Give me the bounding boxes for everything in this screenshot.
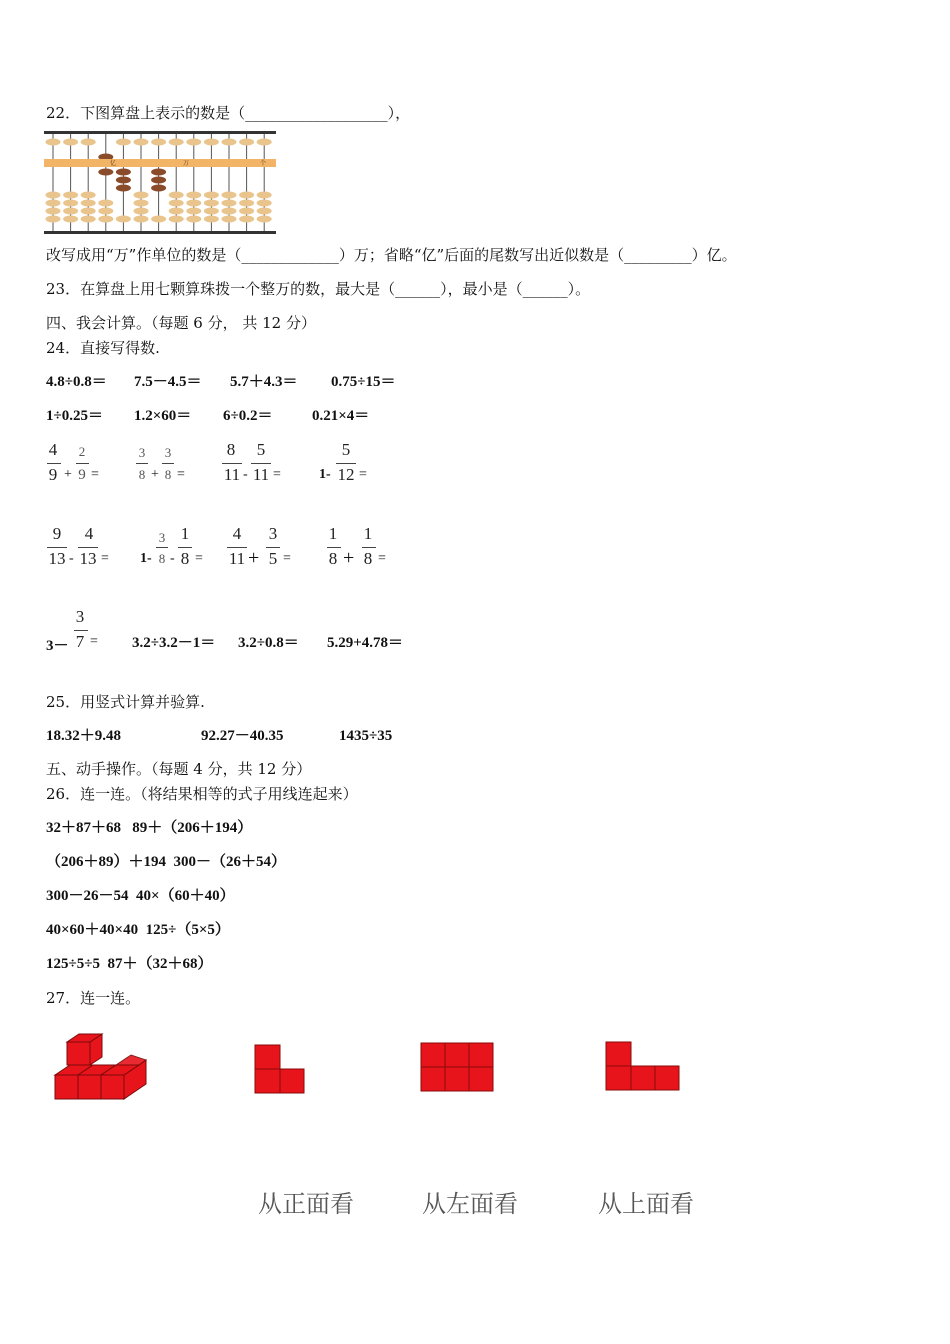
q27-title: 27．连一连。	[46, 989, 141, 1007]
abacus-bead	[257, 139, 272, 146]
q26-left-2: （206＋89）＋194	[46, 854, 167, 870]
abacus-bead	[116, 185, 131, 192]
view-label-left: 从左面看	[422, 1190, 518, 1218]
abacus-bead	[257, 200, 272, 207]
q26-right-3: 40×（60＋40）	[136, 888, 235, 904]
abacus-bead	[151, 177, 166, 184]
abacus-bead	[134, 192, 149, 199]
abacus-bead	[116, 169, 131, 176]
fraction-expr-7: 4 11 + 3 5 =	[228, 524, 291, 569]
abacus-bead	[204, 192, 219, 199]
q26-right-2: 300－（26＋54）	[173, 854, 287, 870]
abacus-bead	[134, 216, 149, 223]
fraction-expr-9: 3－ 3 7 =	[46, 607, 98, 654]
fraction-expr-3: 8 11 - 5 11 =	[223, 440, 281, 484]
q26-title: 26．连一连。（将结果相等的式子用线连起来）	[46, 785, 358, 803]
q26-right-1: 89＋（206＋194）	[132, 820, 253, 836]
q26-left-1: 32＋87＋68	[46, 820, 122, 836]
abacus-bead	[186, 216, 201, 223]
calc-r1-2: 7.5－4.5＝	[134, 374, 202, 390]
view-shape-wide-l	[605, 1041, 681, 1093]
abacus-bead	[81, 208, 96, 215]
q26-right-5: 87＋（32＋68）	[107, 956, 213, 972]
abacus-bead	[63, 216, 78, 223]
abacus-bead	[46, 192, 61, 199]
abacus-bead	[81, 216, 96, 223]
abacus-bead	[169, 139, 184, 146]
abacus-bead	[98, 216, 113, 223]
q26-row-3	[46, 886, 235, 906]
abacus-bead	[257, 216, 272, 223]
abacus-bead	[134, 200, 149, 207]
abacus-bead	[186, 192, 201, 199]
abacus-bead	[81, 192, 96, 199]
section4-heading: 四、我会计算。（每题 6 分， 共 12 分）	[46, 314, 316, 332]
abacus-bead	[204, 200, 219, 207]
q26-row-2	[46, 852, 286, 872]
abacus-bead	[169, 216, 184, 223]
abacus-bead	[63, 208, 78, 215]
view-label-front: 从正面看	[258, 1190, 354, 1218]
calc-r5-3: 3.2÷0.8＝	[238, 635, 299, 651]
abacus-bead	[98, 169, 113, 176]
abacus-bead	[46, 139, 61, 146]
abacus-bead	[151, 139, 166, 146]
view-shape-rect	[420, 1042, 494, 1094]
abacus-bead	[239, 216, 254, 223]
q25-item-2: 92.27－40.35	[201, 728, 284, 744]
q26-left-3: 300－26－54	[46, 888, 129, 904]
abacus-bead	[98, 200, 113, 207]
abacus-bead	[239, 208, 254, 215]
abacus-bead	[257, 192, 272, 199]
view-label-top: 从上面看	[598, 1190, 694, 1218]
abacus-bead	[186, 139, 201, 146]
abacus-bead	[151, 216, 166, 223]
calc-r1-1: 4.8÷0.8＝	[46, 374, 107, 390]
fraction-expr-4: 1- 5 12 =	[319, 440, 367, 484]
calc-r5-4: 5.29+4.78＝	[327, 635, 404, 651]
abacus-bead	[134, 139, 149, 146]
q26-row-1	[46, 818, 252, 838]
q26-right-4: 125÷（5×5）	[145, 922, 230, 938]
fraction-expr-8: 1 8 + 1 8 =	[328, 524, 386, 569]
abacus-bead	[151, 185, 166, 192]
abacus-bead	[46, 216, 61, 223]
calc-r2-1: 1÷0.25＝	[46, 408, 103, 424]
abacus-bead	[81, 200, 96, 207]
fraction-expr-2: 3 8 + 3 8 =	[135, 440, 205, 486]
abacus-image	[44, 131, 276, 235]
abacus-bead	[63, 200, 78, 207]
calc-r1-3: 5.7＋4.3＝	[230, 374, 298, 390]
q22-line2: 改写成用“万”作单位的数是（_____________）万；省略“亿”后面的尾数写出近似数是（_________）亿。	[46, 246, 737, 264]
q25-item-3: 1435÷35	[339, 728, 393, 744]
abacus-bead	[204, 139, 219, 146]
abacus-bead	[186, 200, 201, 207]
q26-left-5: 125÷5÷5	[46, 956, 100, 972]
abacus-bead	[98, 208, 113, 215]
abacus-bead	[63, 139, 78, 146]
abacus-bead	[222, 208, 237, 215]
q25-title: 25．用竖式计算并验算.	[46, 693, 205, 711]
fraction-expr-5: 9 13 - 4 13 =	[48, 524, 109, 568]
abacus-bead	[239, 139, 254, 146]
fraction-expr-6: 1- 3 8 - 1 8 =	[140, 524, 203, 568]
calc-r2-4: 0.21×4＝	[312, 408, 370, 424]
abacus-bead	[222, 200, 237, 207]
calc-r2-3: 6÷0.2＝	[223, 408, 273, 424]
abacus-bead	[204, 216, 219, 223]
abacus-bead	[169, 200, 184, 207]
calc-r2-2: 1.2×60＝	[134, 408, 192, 424]
abacus-bead	[46, 200, 61, 207]
abacus-bead	[222, 216, 237, 223]
abacus-beam	[44, 159, 276, 167]
calc-r1-4: 0.75÷15＝	[331, 374, 396, 390]
q22-line1: 22．下图算盘上表示的数是（___________________），	[46, 104, 411, 122]
abacus-bead	[81, 139, 96, 146]
abacus-bead	[222, 192, 237, 199]
q25-item-1: 18.32＋9.48	[46, 728, 122, 744]
abacus-bead	[46, 208, 61, 215]
abacus-bead	[239, 192, 254, 199]
cube-solid-figure	[50, 1028, 154, 1104]
abacus-bead	[257, 208, 272, 215]
abacus-bead	[116, 139, 131, 146]
abacus-label-ge: 个	[260, 160, 267, 167]
abacus-bead	[204, 208, 219, 215]
abacus-label-wan: 万	[183, 160, 190, 167]
view-shape-l	[254, 1044, 306, 1096]
abacus-bead	[116, 216, 131, 223]
abacus-bead	[169, 192, 184, 199]
calc-r5-2: 3.2÷3.2－1＝	[132, 635, 216, 651]
abacus-bead	[222, 139, 237, 146]
abacus-bead	[186, 208, 201, 215]
abacus-bead	[116, 177, 131, 184]
q26-row-4	[46, 920, 230, 940]
abacus-bead	[134, 208, 149, 215]
q26-row-5	[46, 954, 212, 974]
abacus-label-yi: 亿	[110, 160, 117, 167]
q24-title: 24．直接写得数.	[46, 339, 160, 357]
section5-heading: 五、动手操作。（每题 4 分，共 12 分）	[46, 760, 312, 778]
abacus-bead	[239, 200, 254, 207]
q26-left-4: 40×60＋40×40	[46, 922, 139, 938]
abacus-bead	[151, 169, 166, 176]
q23: 23．在算盘上用七颗算珠拨一个整万的数，最大是（______），最小是（______）。	[46, 280, 591, 298]
fraction-expr-1: 4 9 + 2 9 =	[48, 440, 99, 484]
abacus-bead	[169, 208, 184, 215]
abacus-bead	[63, 192, 78, 199]
